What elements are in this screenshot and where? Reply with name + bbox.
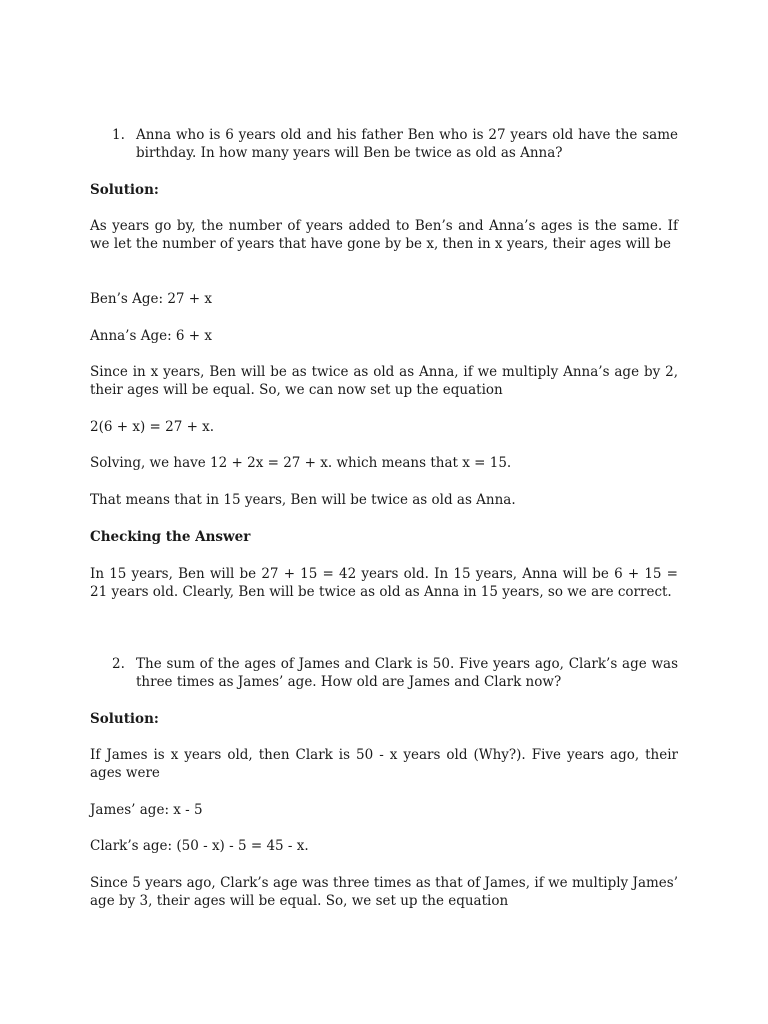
problem-1-ben-age: Ben’s Age: 27 + x	[90, 291, 213, 307]
problem-1-equation: 2(6 + x) = 27 + x.	[90, 419, 215, 435]
problem-1-check-text: In 15 years, Ben will be 27 + 15 = 42 years old. In 15 years, Anna will be 6 + 15 = 21 years old. Clearly, Ben will be twice as old as Anna in 15 years, so we are correct.	[90, 566, 678, 600]
problem-1-text: Anna who is 6 years old and his father Ben who is 27 years old have the same birthday. In how many years will Ben be twice as old as Anna?	[136, 127, 678, 161]
problem-2-text: The sum of the ages of James and Clark is 50. Five years ago, Clark’s age was three times as James’ age. How old are James and Clark now?	[136, 656, 678, 690]
problem-1-conclusion: That means that in 15 years, Ben will be twice as old as Anna.	[90, 492, 516, 508]
problem-2-solution-heading: Solution:	[90, 711, 159, 727]
problem-2-number: 2.	[112, 656, 125, 672]
problem-2-paragraph-2: Since 5 years ago, Clark’s age was three times as that of James, if we multiply James’ age by 3, their ages will be equal. So, we set up the equation	[90, 875, 678, 909]
problem-2-james-age: James’ age: x - 5	[90, 802, 203, 818]
problem-1-paragraph-1: As years go by, the number of years added to Ben’s and Anna’s ages is the same. If we let the number of years that have gone by be x, then in x years, their ages will be	[90, 218, 678, 252]
document-page	[90, 0, 678, 1024]
problem-1-solution-heading: Solution:	[90, 182, 159, 198]
problem-2-clark-age: Clark’s age: (50 - x) - 5 = 45 - x.	[90, 838, 309, 854]
problem-1-check-heading: Checking the Answer	[90, 529, 251, 545]
problem-2-paragraph-1: If James is x years old, then Clark is 50 - x years old (Why?). Five years ago, their ages were	[90, 747, 678, 781]
problem-1-paragraph-2: Since in x years, Ben will be as twice as old as Anna, if we multiply Anna’s age by 2, their ages will be equal. So, we can now set up the equation	[90, 364, 678, 398]
problem-1-solving: Solving, we have 12 + 2x = 27 + x. which means that x = 15.	[90, 455, 512, 471]
problem-1-anna-age: Anna’s Age: 6 + x	[90, 328, 213, 344]
problem-1-number: 1.	[112, 127, 125, 143]
